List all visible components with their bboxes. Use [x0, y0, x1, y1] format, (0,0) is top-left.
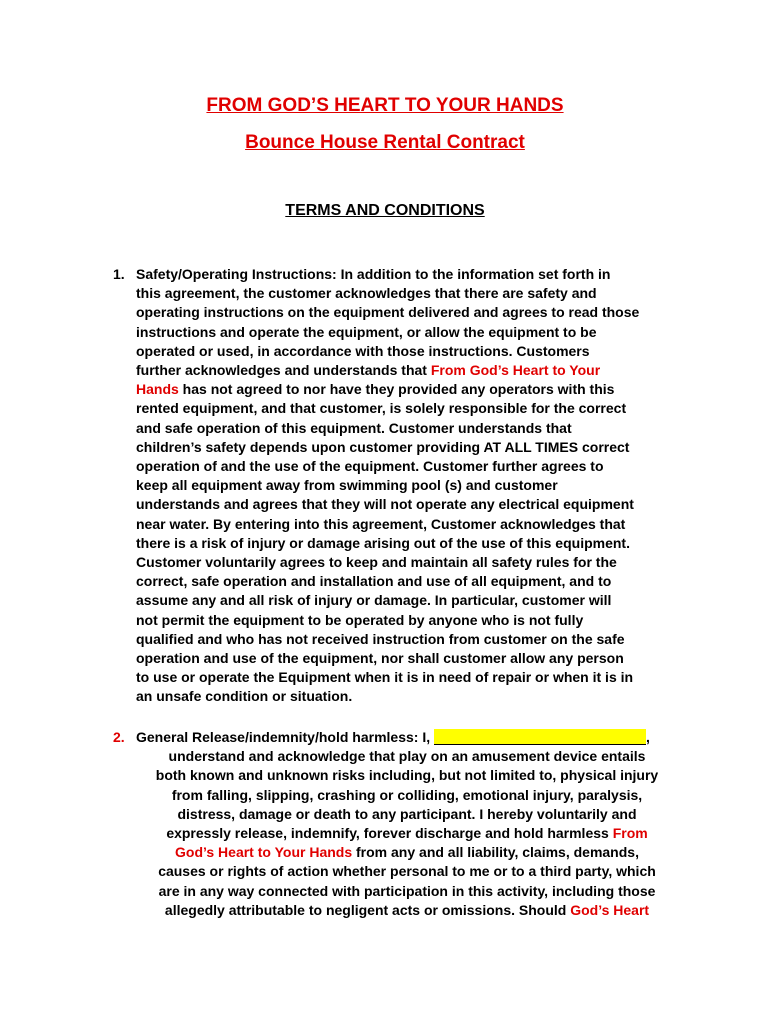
clause-body — [131, 747, 683, 920]
clause-safety-instructions — [113, 265, 683, 707]
clause-number: 1. — [113, 266, 125, 282]
company-name-title: FROM GOD’S HEART TO YOUR HANDS — [206, 95, 564, 116]
company-reference: From God’s Heart to Your Hands — [136, 362, 601, 398]
clause-general-release — [113, 728, 683, 920]
clause-text: from any and all liability, claims, demands, causes or rights of action whether personal to me or to a third party, which are in any way connected with participation in this activity, including those allegedly attributable to negligent acts or omissions. Should — [158, 844, 656, 918]
clause-text: Safety/Operating Instructions: In addition to the information set forth in this agreement, the customer acknowledges that there are safety and operating instructions on the equipment delivered and agrees to read those instructions and operate the equipment, or allow the equipment to be operated or used, in accordance with those instructions. Customers further acknowledges and understands that — [136, 266, 640, 379]
contract-title: Bounce House Rental Contract — [245, 132, 525, 153]
clause-lead-text: General Release/indemnity/hold harmless: I, — [136, 729, 434, 745]
clause-number: 2. — [113, 729, 125, 745]
clause-text: has not agreed to nor have they provided any operators with this rented equipment, and that customer, is solely responsible for the correct and safe operation of this equipment. Customer understands that children’s safety depends upon customer providing AT ALL TIMES correct operation of and the use of the equipment. Customer further agrees to keep all equipment away from swimming pool (s) and customer understands and agrees that they will not operate any electrical equipment near water. By entering into this agreement, Customer acknowledges that there is a risk of injury or damage arising out of the use of this equipment. Customer voluntarily agrees to keep and maintain all safety rules for the correct, safe operation and installation and use of all equipment, and to assume any and all risk of injury or damage. In particular, customer will not permit the equipment to be operated by anyone who is not fully qualified and who has not received instruction from customer on the safe operation and use of the equipment, nor shall customer allow any person to use or operate the Equipment when it is in need of repair or when it is in an unsafe condition or situation. — [136, 381, 634, 705]
customer-name-blank-field[interactable] — [434, 729, 646, 745]
company-reference: From God’s Heart to Your Hands — [175, 825, 648, 861]
clause-text: understand and acknowledge that play on an amusement device entails both known and unknown risks including, but not limited to, physical injury from falling, slipping, crashing or colliding, emotional injury, paralysis, distress, damage or death to any participant. I hereby voluntarily and expressly release, indemnify, forever discharge and hold harmless — [155, 748, 659, 842]
clause-body — [136, 265, 683, 707]
company-reference: God’s Heart — [570, 901, 650, 918]
clause-lead-line — [113, 728, 683, 747]
terms-heading: TERMS AND CONDITIONS — [285, 202, 485, 219]
clause-lead-comma: , — [646, 729, 650, 745]
